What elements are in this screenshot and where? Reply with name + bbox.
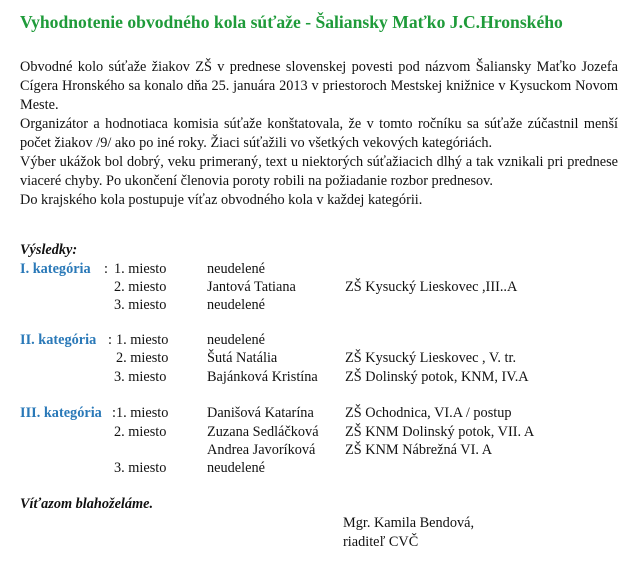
place-label: 2. miesto (114, 424, 167, 440)
contestant-name: neudelené (207, 297, 265, 313)
place-label: 3. miesto (114, 297, 167, 313)
school-name: ZŠ Ochodnica, VI.A / postup (345, 405, 512, 421)
place-label: 2. miesto (114, 279, 167, 295)
place-label: 1. miesto (116, 332, 169, 348)
contestant-name: Šutá Natália (207, 350, 278, 366)
school-name: ZŠ Kysucký Lieskovec , V. tr. (345, 350, 517, 366)
place-label: 1. miesto (114, 261, 167, 277)
contestant-name: Bajánková Kristína (207, 369, 318, 385)
school-name: ZŠ KNM Nábrežná VI. A (345, 442, 493, 458)
place-label: 3. miesto (114, 369, 167, 385)
contestant-name: Jantová Tatiana (207, 279, 296, 295)
school-name: ZŠ Dolinský potok, KNM, IV.A (345, 369, 529, 385)
intro-text (20, 58, 618, 210)
signature-role: riaditeľ CVČ (343, 534, 419, 550)
signature-name: Mgr. Kamila Bendová, (343, 515, 475, 531)
category-label: I. kategória (20, 261, 91, 277)
contestant-name: neudelené (207, 460, 265, 476)
school-name: ZŠ Kysucký Lieskovec ,III..A (345, 279, 518, 295)
contestant-name: neudelené (207, 332, 265, 348)
results-heading: Výsledky: (20, 242, 78, 258)
intro-paragraph: Výber ukážok bol dobrý, veku primeraný, text u niektorých súťažiacich dlhý a tak vznikali pri prednese viaceré chyby. Po ukončení členovia poroty robili na požiadanie rozbor prednesov. (20, 154, 618, 189)
category-separator: : (104, 261, 108, 277)
category-label: II. kategória (20, 332, 97, 348)
place-label: 3. miesto (114, 460, 167, 476)
intro-paragraph: Obvodné kolo súťaže žiakov ZŠ v prednese slovenskej povesti pod názvom Šaliansky Maťko Jozefa Cígera Hronského sa konalo dňa 25. januára 2013 v priestoroch Mestskej knižnice v Kysuckom Novom Meste. (20, 59, 618, 113)
category-separator: : (112, 405, 116, 421)
contestant-name: Zuzana Sedláčková (207, 424, 319, 440)
contestant-name: Danišová Katarína (207, 405, 314, 421)
contestant-name: neudelené (207, 261, 265, 277)
intro-paragraph: Do krajského kola postupuje víťaz obvodného kola v každej kategórii. (20, 192, 423, 208)
category-label: III. kategória (20, 405, 102, 421)
contestant-name: Andrea Javoríková (207, 442, 316, 458)
place-label: 1. miesto (116, 405, 169, 421)
document-title: Vyhodnotenie obvodného kola súťaže - Šaliansky Maťko J.C.Hronského (20, 12, 563, 32)
category-separator: : (108, 332, 112, 348)
congratulations: Víťazom blahoželáme. (20, 496, 154, 512)
school-name: ZŠ KNM Dolinský potok, VII. A (345, 424, 535, 440)
intro-paragraph: Organizátor a hodnotiaca komisia súťaže konštatovala, že v tomto ročníku sa súťaže zúčastnil menší počet žiakov /9/ ako po iné roky. Žiaci súťažili vo všetkých vekových kategóriách. (20, 116, 618, 151)
place-label: 2. miesto (116, 350, 169, 366)
